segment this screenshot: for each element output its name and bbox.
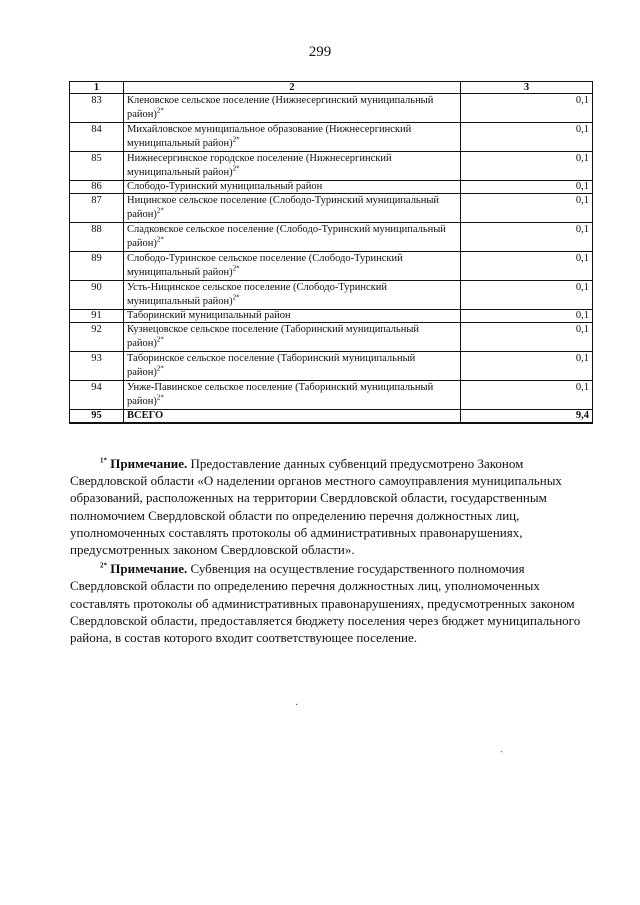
row-name-line: Нижнесергинское городское поселение (Нижнесергинский xyxy=(127,153,392,164)
row-name-line: Михайловское муниципальное образование (Нижнесергинский xyxy=(127,124,412,135)
row-name-line: Унже-Павинское сельское поселение (Таборинский муниципальный xyxy=(127,382,434,393)
row-name xyxy=(124,323,461,352)
row-name-line: Ницинское сельское поселение (Слободо-Туринский муниципальный xyxy=(127,195,440,206)
column-header: 1 xyxy=(70,82,124,94)
note-1-text: Предоставление данных субвенций предусмотрено Законом Свердловской области «О наделении органов местного самоуправления муниципальных образований, расположенных на территории Свердловской области, государственным полномочием Свердловской области по определению перечня должностных лиц, уполномоченных составлять протоколы об административных правонарушениях, предусмотренных законом Свердловской области». xyxy=(70,456,562,558)
note-1-label: Примечание. xyxy=(110,456,188,471)
footnote-mark: 2* xyxy=(156,235,164,243)
row-number: 94 xyxy=(70,381,124,410)
row-value: 0,1 xyxy=(461,281,593,310)
table-row xyxy=(70,252,593,281)
row-name-line: район) xyxy=(127,337,157,349)
note-1 xyxy=(70,455,595,558)
notes-section xyxy=(70,455,595,648)
row-value: 0,1 xyxy=(461,152,593,181)
row-value: 0,1 xyxy=(461,381,593,410)
footnote-mark: 2* xyxy=(156,106,164,114)
row-name-line: муниципальный район) xyxy=(127,266,233,278)
row-value: 0,1 xyxy=(461,352,593,381)
row-name xyxy=(124,252,461,281)
total-value: 9,4 xyxy=(461,410,593,424)
note-2-text: Субвенция на осуществление государственного полномочия Свердловской области по определению перечня должностных лиц, уполномоченных составлять протоколы об административных правонарушениях, предусмотренных законом Свердловской области, предоставляется бюджету поселения через бюджет муниципального района, в состав которого входит соответствующее поселение. xyxy=(70,561,581,646)
page-number: 299 xyxy=(308,44,332,60)
row-name-line: Кузнецовское сельское поселение (Таборинский муниципальный xyxy=(127,324,420,335)
row-name-line: муниципальный район) xyxy=(127,295,233,307)
table-row xyxy=(70,223,593,252)
row-number: 90 xyxy=(70,281,124,310)
row-name-line: Сладковское сельское поселение (Слободо-Туринский муниципальный xyxy=(127,224,446,235)
row-name-line: район) xyxy=(127,237,157,249)
table-row xyxy=(70,123,593,152)
row-name xyxy=(124,381,461,410)
column-header: 3 xyxy=(461,82,593,94)
row-name-line: район) xyxy=(127,208,157,220)
footnote-mark: 2* xyxy=(156,393,164,401)
row-name-line: Таборинский муниципальный район xyxy=(127,310,291,321)
row-name xyxy=(124,223,461,252)
table-row xyxy=(70,181,593,194)
table-row xyxy=(70,352,593,381)
row-name-line: муниципальный район) xyxy=(127,137,233,149)
row-name-line: Таборинское сельское поселение (Таборинский муниципальный xyxy=(127,353,416,364)
footnote-mark: 2* xyxy=(156,364,164,372)
row-value: 0,1 xyxy=(461,323,593,352)
row-number: 87 xyxy=(70,194,124,223)
row-number: 89 xyxy=(70,252,124,281)
row-name xyxy=(124,94,461,123)
row-number: 85 xyxy=(70,152,124,181)
row-number: 93 xyxy=(70,352,124,381)
subvention-table xyxy=(69,81,593,424)
table-row xyxy=(70,94,593,123)
row-number: 86 xyxy=(70,181,124,194)
row-value: 0,1 xyxy=(461,123,593,152)
table-row xyxy=(70,152,593,181)
row-name-line: район) xyxy=(127,366,157,378)
footnote-mark: 2* xyxy=(156,335,164,343)
row-name-line: муниципальный район) xyxy=(127,166,233,178)
row-value: 0,1 xyxy=(461,94,593,123)
row-value: 0,1 xyxy=(461,194,593,223)
row-name xyxy=(124,181,461,194)
table-header-row xyxy=(70,82,593,94)
note-2-label: Примечание. xyxy=(110,561,188,577)
total-number: 95 xyxy=(70,410,124,424)
footnote-mark: 2* xyxy=(232,264,240,272)
row-name-line: район) xyxy=(127,108,157,120)
total-row xyxy=(70,410,593,424)
row-value: 0,1 xyxy=(461,181,593,194)
row-value: 0,1 xyxy=(461,252,593,281)
row-number: 83 xyxy=(70,94,124,123)
table-row xyxy=(70,323,593,352)
footnote-mark: 2* xyxy=(156,206,164,214)
total-label: ВСЕГО xyxy=(124,410,461,424)
row-name-line: Слободо-Туринское сельское поселение (Слободо-Туринский xyxy=(127,253,403,264)
row-number: 92 xyxy=(70,323,124,352)
row-number: 84 xyxy=(70,123,124,152)
row-name xyxy=(124,123,461,152)
footnote-mark: 2* xyxy=(232,135,240,143)
row-name-line: Кленовское сельское поселение (Нижнесергинский муниципальный xyxy=(127,95,434,106)
footnote-mark: 2* xyxy=(232,164,240,172)
row-value: 0,1 xyxy=(461,223,593,252)
footnote-mark: 2* xyxy=(232,293,240,301)
row-name xyxy=(124,352,461,381)
table-row xyxy=(70,281,593,310)
row-name-line: Усть-Ницинское сельское поселение (Слободо-Туринский xyxy=(127,282,388,293)
scan-speck: · xyxy=(295,700,299,711)
row-value: 0,1 xyxy=(461,310,593,323)
table-row xyxy=(70,381,593,410)
row-number: 88 xyxy=(70,223,124,252)
scan-speck: ˏ xyxy=(500,742,504,753)
row-name-line: Слободо-Туринский муниципальный район xyxy=(127,181,323,192)
table-row xyxy=(70,194,593,223)
note-1-mark: 1* xyxy=(100,456,107,465)
note-2 xyxy=(70,560,595,646)
column-header: 2 xyxy=(124,82,461,94)
row-name-line: район) xyxy=(127,395,157,407)
row-name xyxy=(124,194,461,223)
row-number: 91 xyxy=(70,310,124,323)
table-row xyxy=(70,310,593,323)
row-name xyxy=(124,152,461,181)
row-name xyxy=(124,310,461,323)
note-2-mark: 2* xyxy=(100,561,107,570)
row-name xyxy=(124,281,461,310)
